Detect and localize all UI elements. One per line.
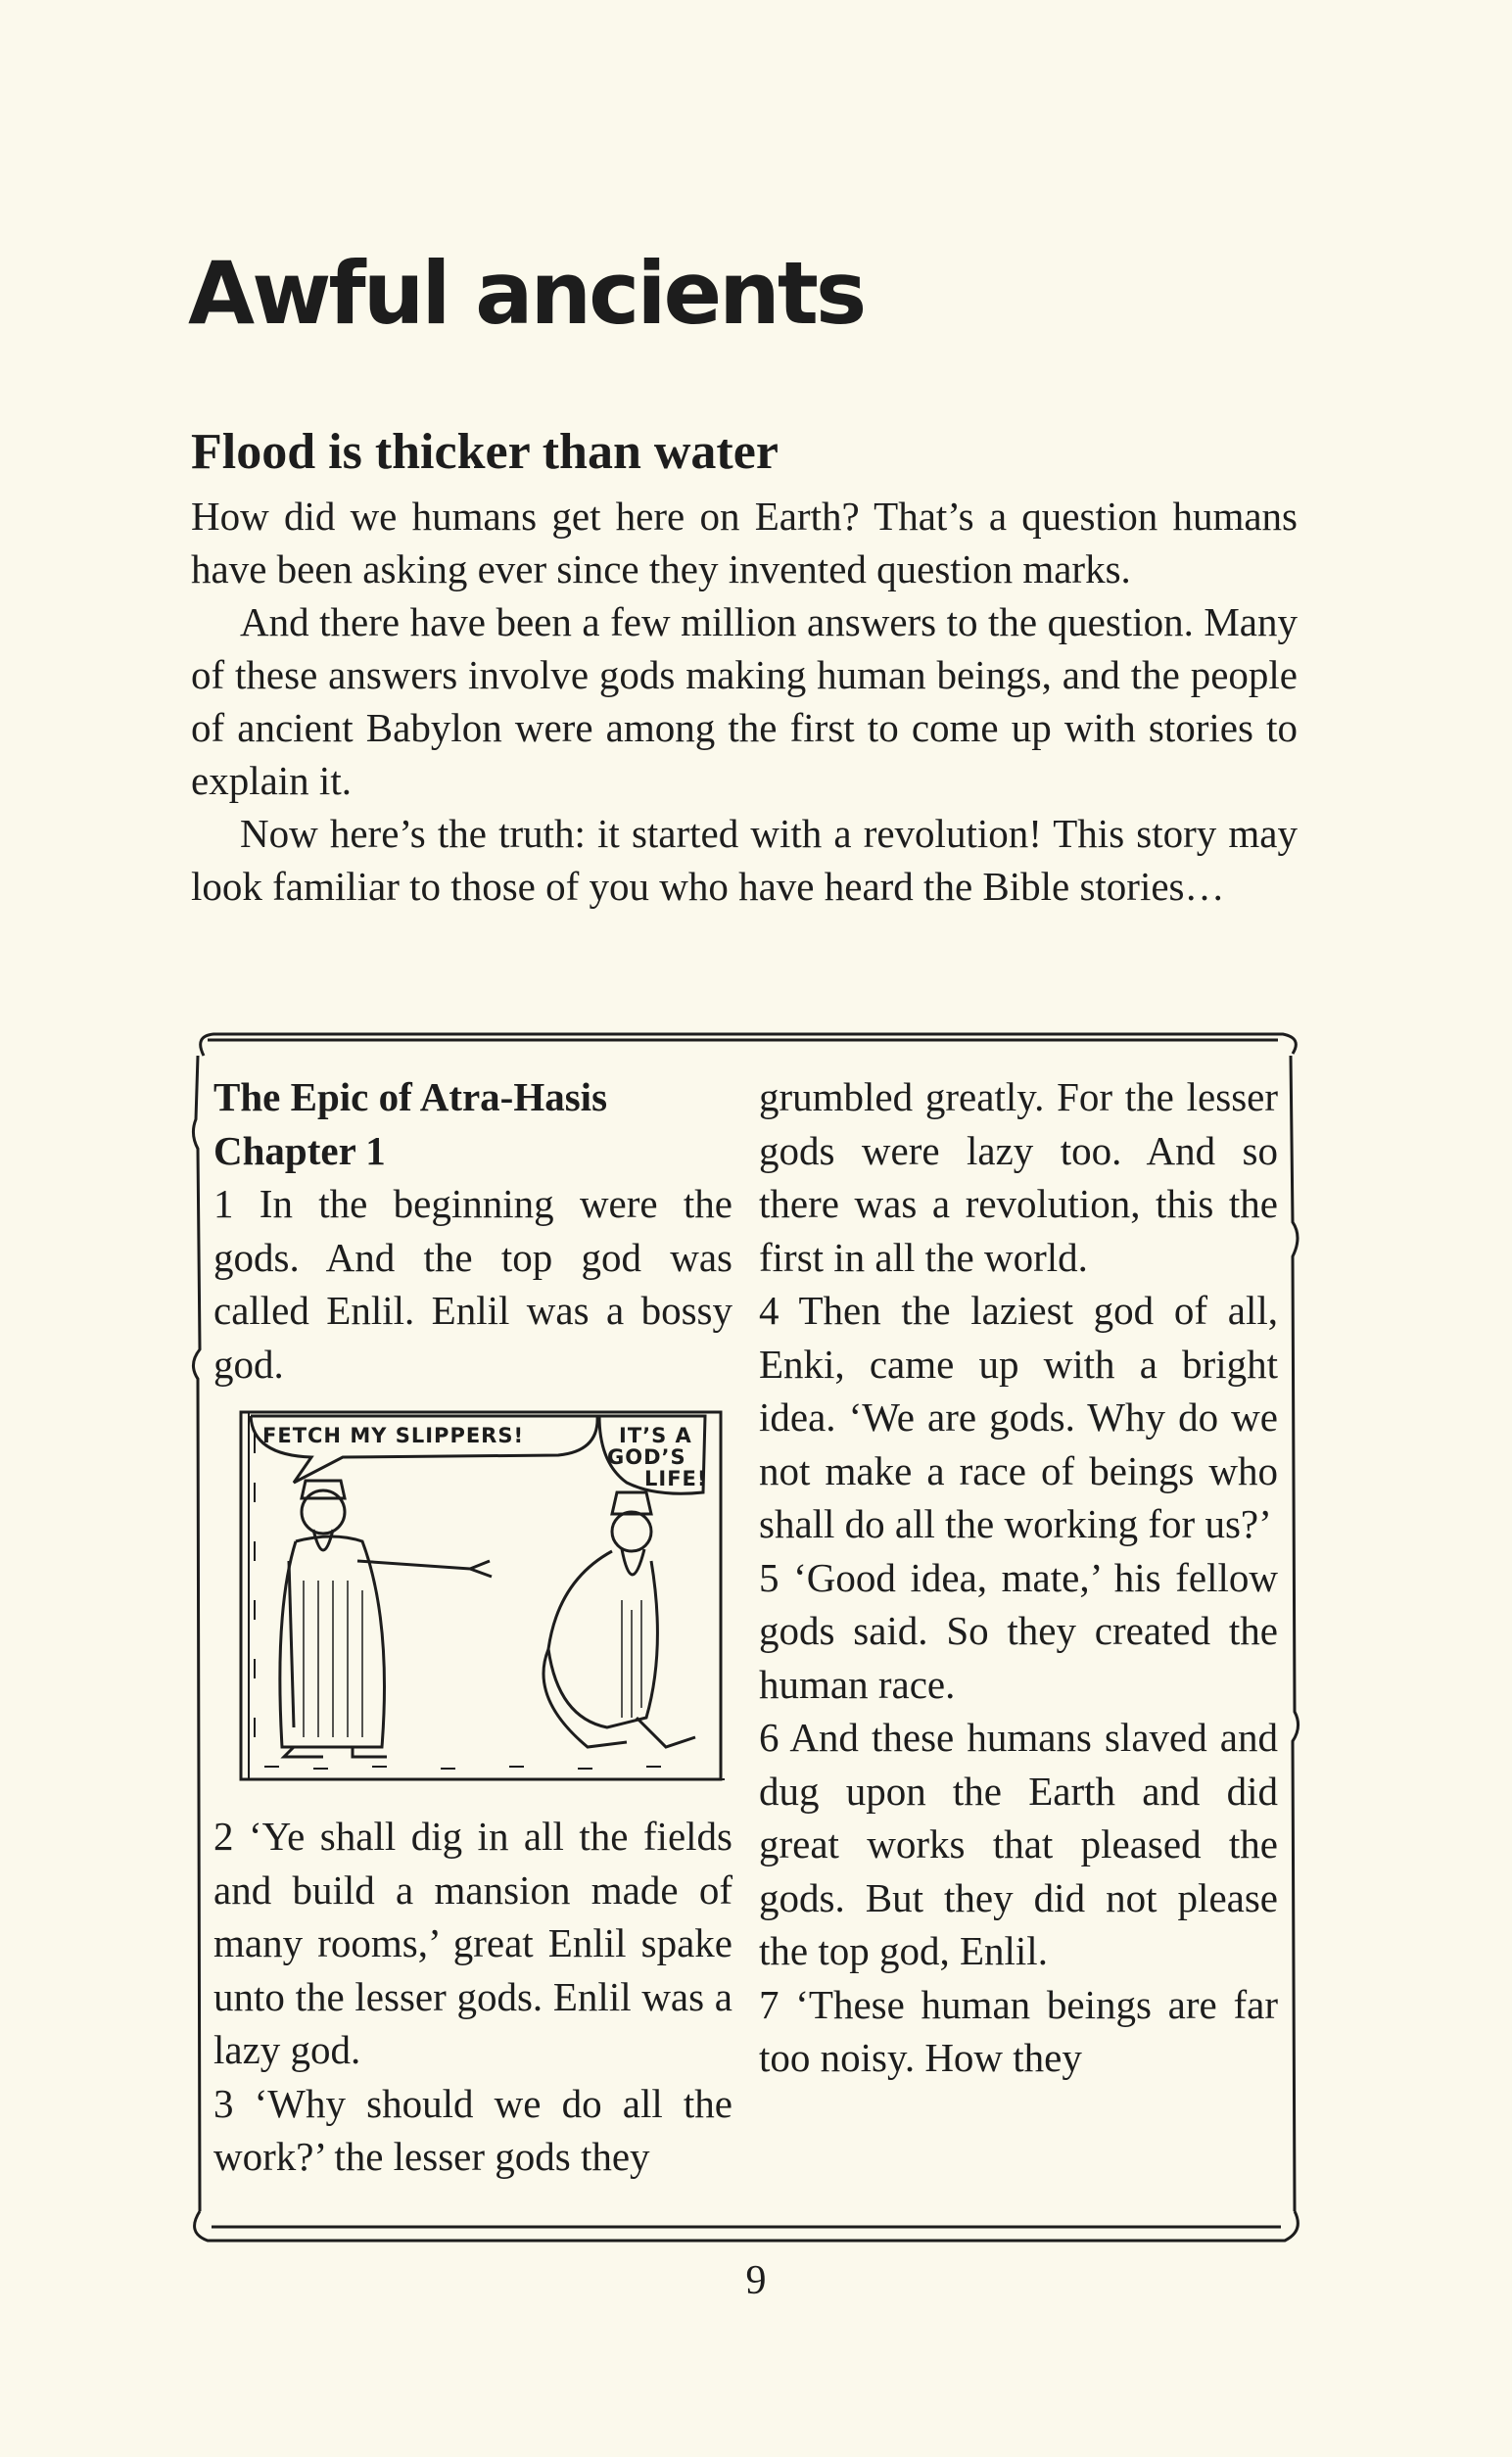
intro-paragraph: And there have been a few million answers to the question. Many of these answers involve gods making human beings, and the people of ancient Babylon were among the first to come up with stories to explain it. (191, 599, 1298, 803)
page-number: 9 (745, 2258, 767, 2303)
cartoon-speech-left: FETCH MY SLIPPERS! (262, 1424, 525, 1447)
verse-3: 3 ‘Why should we do all the work?’ the lesser gods they (213, 2080, 732, 2179)
epic-scroll-box (186, 1026, 1307, 2250)
verse-5: 5 ‘Good idea, mate,’ his fellow gods said. So they created the human race. (759, 1554, 1278, 1707)
verse-6: 6 And these humans slaved and dug upon the Earth and did great works that pleased the gods. But they did not please the top god, Enlil. (759, 1715, 1278, 1973)
verse-3-continued: grumbled greatly. For the lesser gods were lazy too. And so there was a revolution, this the first in all the world. (759, 1074, 1278, 1280)
section-title: Flood is thicker than water (191, 424, 779, 480)
cartoon-speech-right-3: LIFE! (644, 1467, 708, 1490)
intro-paragraph: How did we humans get here on Earth? That’s a question humans have been asking ever since they invented question marks. (191, 494, 1298, 591)
epic-left-column (213, 1070, 732, 2184)
verse-1: 1 In the beginning were the gods. And the top god was called Enlil. Enlil was a bossy god. (213, 1181, 732, 1387)
epic-right-column (759, 1070, 1278, 2085)
intro-text (191, 490, 1298, 913)
epic-heading: The Epic of Atra-Hasis (213, 1074, 608, 1119)
cartoon-speech-right-1: IT’S A (619, 1424, 692, 1447)
verse-4: 4 Then the laziest god of all, Enki, came up with a bright idea. ‘We are gods. Why do we not make a race of beings who shall do all the working for us?’ (759, 1288, 1278, 1546)
verse-2: 2 ‘Ye shall dig in all the fields and build a mansion made of many rooms,’ great Enlil spake unto the lesser gods. Enlil was a lazy god. (213, 1814, 732, 2072)
chapter-title: Awful ancients (188, 243, 865, 344)
epic-chapter: Chapter 1 (213, 1127, 386, 1173)
verse-7: 7 ‘These human beings are far too noisy. How they (759, 1981, 1278, 2080)
cartoon-speech-right-2: GOD’S (607, 1445, 686, 1469)
cartoon-illustration (235, 1404, 730, 1796)
intro-paragraph: Now here’s the truth: it started with a revolution! This story may look familiar to those of you who have heard the Bible stories… (191, 811, 1298, 909)
